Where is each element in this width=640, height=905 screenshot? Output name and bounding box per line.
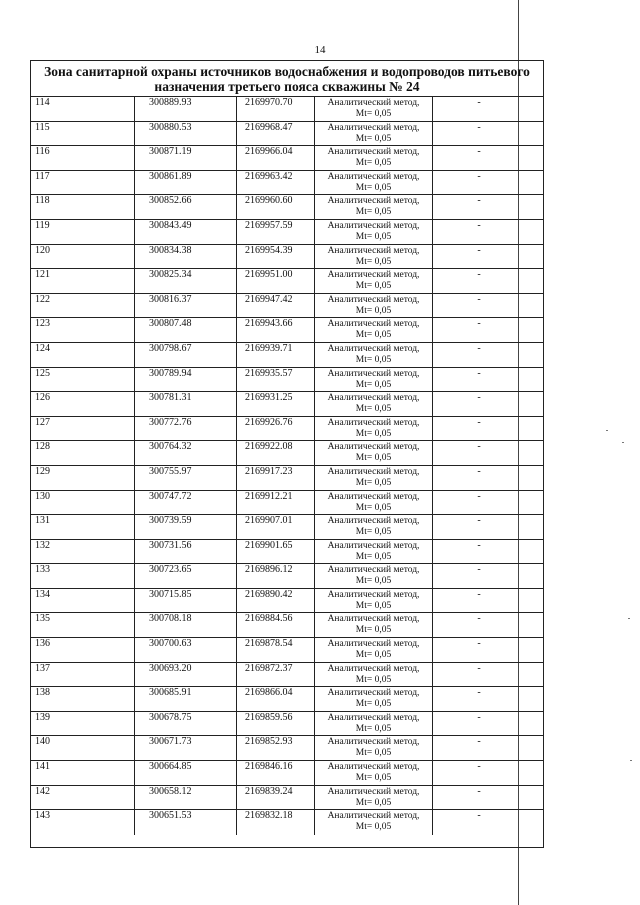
accuracy-label: Mt= 0,05 <box>355 133 392 144</box>
method-label: Аналитический метод, <box>327 516 420 527</box>
table-row <box>31 245 543 270</box>
method-cell <box>315 515 433 539</box>
y-coordinate-cell: 2169832.18 <box>237 810 315 835</box>
method-cell <box>315 663 433 687</box>
point-number-cell: 137 <box>31 663 135 687</box>
accuracy-label: Mt= 0,05 <box>355 404 392 415</box>
method-cell <box>315 392 433 416</box>
method-cell <box>315 564 433 588</box>
scan-speck <box>630 760 632 761</box>
method-cell <box>315 146 433 170</box>
description-cell: - <box>477 785 481 797</box>
accuracy-label: Mt= 0,05 <box>355 281 392 292</box>
table-row <box>31 736 543 761</box>
table-row <box>31 146 543 171</box>
point-number-cell: 141 <box>31 761 135 785</box>
y-coordinate-cell: 2169954.39 <box>237 245 315 269</box>
point-number-cell: 143 <box>31 810 135 835</box>
method-label: Аналитический метод, <box>327 811 420 822</box>
accuracy-label: Mt= 0,05 <box>355 305 392 316</box>
point-number-cell: 129 <box>31 466 135 490</box>
method-cell <box>315 368 433 392</box>
x-coordinate-cell: 300789.94 <box>135 368 237 392</box>
scan-speck <box>628 618 630 619</box>
table-row <box>31 663 543 688</box>
x-coordinate-cell: 300700.63 <box>135 638 237 662</box>
method-label: Аналитический метод, <box>327 368 420 379</box>
scan-speck <box>622 442 624 443</box>
x-coordinate-cell: 300651.53 <box>135 810 237 835</box>
description-cell: - <box>477 318 481 330</box>
y-coordinate-cell: 2169907.01 <box>237 515 315 539</box>
y-coordinate-cell: 2169926.76 <box>237 417 315 441</box>
description-cell: - <box>477 392 481 404</box>
description-cell: - <box>477 564 481 576</box>
accuracy-label: Mt= 0,05 <box>355 428 392 439</box>
accuracy-label: Mt= 0,05 <box>355 231 392 242</box>
point-number-cell: 122 <box>31 294 135 318</box>
accuracy-label: Mt= 0,05 <box>355 625 392 636</box>
y-coordinate-cell: 2169947.42 <box>237 294 315 318</box>
point-number-cell: 138 <box>31 687 135 711</box>
point-number-cell: 139 <box>31 712 135 736</box>
method-label: Аналитический метод, <box>327 245 420 256</box>
method-label: Аналитический метод, <box>327 589 420 600</box>
x-coordinate-cell: 300880.53 <box>135 122 237 146</box>
table-title <box>31 61 543 97</box>
table-row <box>31 589 543 614</box>
table-row <box>31 343 543 368</box>
y-coordinate-cell: 2169960.60 <box>237 195 315 219</box>
method-label: Аналитический метод, <box>327 491 420 502</box>
y-coordinate-cell: 2169963.42 <box>237 171 315 195</box>
point-number-cell: 132 <box>31 540 135 564</box>
accuracy-label: Mt= 0,05 <box>355 551 392 562</box>
y-coordinate-cell: 2169931.25 <box>237 392 315 416</box>
table-row <box>31 638 543 663</box>
description-cell: - <box>477 465 481 477</box>
y-coordinate-cell: 2169957.59 <box>237 220 315 244</box>
x-coordinate-cell: 300671.73 <box>135 736 237 760</box>
point-number-cell: 118 <box>31 195 135 219</box>
accuracy-label: Mt= 0,05 <box>355 723 392 734</box>
x-coordinate-cell: 300685.91 <box>135 687 237 711</box>
accuracy-label: Mt= 0,05 <box>355 674 392 685</box>
point-number-cell: 135 <box>31 613 135 637</box>
y-coordinate-cell: 2169884.56 <box>237 613 315 637</box>
method-cell <box>315 736 433 760</box>
y-coordinate-cell: 2169846.16 <box>237 761 315 785</box>
table-row <box>31 786 543 811</box>
table-row <box>31 171 543 196</box>
method-label: Аналитический метод, <box>327 786 420 797</box>
table-row <box>31 368 543 393</box>
method-label: Аналитический метод, <box>327 122 420 133</box>
point-number-cell: 131 <box>31 515 135 539</box>
y-coordinate-cell: 2169943.66 <box>237 318 315 342</box>
x-coordinate-cell: 300764.32 <box>135 441 237 465</box>
accuracy-label: Mt= 0,05 <box>355 158 392 169</box>
accuracy-label: Mt= 0,05 <box>355 330 392 341</box>
accuracy-label: Mt= 0,05 <box>355 773 392 784</box>
method-label: Аналитический метод, <box>327 220 420 231</box>
description-cell: - <box>477 711 481 723</box>
table-row <box>31 441 543 466</box>
method-cell <box>315 417 433 441</box>
table-row <box>31 392 543 417</box>
x-coordinate-cell: 300708.18 <box>135 613 237 637</box>
method-label: Аналитический метод, <box>327 466 420 477</box>
method-label: Аналитический метод, <box>327 762 420 773</box>
method-cell <box>315 171 433 195</box>
method-cell <box>315 343 433 367</box>
method-cell <box>315 540 433 564</box>
table-row <box>31 417 543 442</box>
x-coordinate-cell: 300739.59 <box>135 515 237 539</box>
point-number-cell: 115 <box>31 122 135 146</box>
y-coordinate-cell: 2169866.04 <box>237 687 315 711</box>
method-label: Аналитический метод, <box>327 171 420 182</box>
x-coordinate-cell: 300843.49 <box>135 220 237 244</box>
y-coordinate-cell: 2169935.57 <box>237 368 315 392</box>
x-coordinate-cell: 300664.85 <box>135 761 237 785</box>
table-row <box>31 687 543 712</box>
scan-speck <box>606 430 608 431</box>
coordinates-table <box>30 60 544 848</box>
accuracy-label: Mt= 0,05 <box>355 109 392 119</box>
table-row <box>31 613 543 638</box>
y-coordinate-cell: 2169859.56 <box>237 712 315 736</box>
description-cell: - <box>477 195 481 207</box>
method-label: Аналитический метод, <box>327 98 420 108</box>
point-number-cell: 116 <box>31 146 135 170</box>
x-coordinate-cell: 300889.93 <box>135 97 237 121</box>
y-coordinate-cell: 2169917.23 <box>237 466 315 490</box>
point-number-cell: 142 <box>31 786 135 810</box>
description-cell: - <box>477 121 481 133</box>
x-coordinate-cell: 300825.34 <box>135 269 237 293</box>
method-cell <box>315 786 433 810</box>
table-row <box>31 220 543 245</box>
description-cell: - <box>477 515 481 527</box>
table-row <box>31 294 543 319</box>
description-cell: - <box>477 441 481 453</box>
table-row <box>31 318 543 343</box>
x-coordinate-cell: 300871.19 <box>135 146 237 170</box>
method-cell <box>315 638 433 662</box>
description-cell: - <box>477 539 481 551</box>
accuracy-label: Mt= 0,05 <box>355 748 392 759</box>
table-row <box>31 97 543 122</box>
y-coordinate-cell: 2169901.65 <box>237 540 315 564</box>
method-cell <box>315 761 433 785</box>
accuracy-label: Mt= 0,05 <box>355 797 392 808</box>
method-label: Аналитический метод, <box>327 614 420 625</box>
description-cell: - <box>477 736 481 748</box>
y-coordinate-cell: 2169970.70 <box>237 97 315 121</box>
method-label: Аналитический метод, <box>327 294 420 305</box>
y-coordinate-cell: 2169890.42 <box>237 589 315 613</box>
page-number: 14 <box>314 44 326 56</box>
description-cell: - <box>477 342 481 354</box>
x-coordinate-cell: 300807.48 <box>135 318 237 342</box>
description-cell: - <box>477 269 481 281</box>
x-coordinate-cell: 300678.75 <box>135 712 237 736</box>
accuracy-label: Mt= 0,05 <box>355 576 392 587</box>
table-row <box>31 564 543 589</box>
method-cell <box>315 269 433 293</box>
table-row <box>31 712 543 737</box>
description-cell: - <box>477 761 481 773</box>
accuracy-label: Mt= 0,05 <box>355 207 392 218</box>
x-coordinate-cell: 300781.31 <box>135 392 237 416</box>
description-cell: - <box>477 588 481 600</box>
y-coordinate-cell: 2169939.71 <box>237 343 315 367</box>
table-row <box>31 491 543 516</box>
x-coordinate-cell: 300747.72 <box>135 491 237 515</box>
method-label: Аналитический метод, <box>327 147 420 158</box>
description-cell: - <box>477 146 481 158</box>
y-coordinate-cell: 2169839.24 <box>237 786 315 810</box>
table-row <box>31 515 543 540</box>
description-cell: - <box>477 170 481 182</box>
method-label: Аналитический метод, <box>327 639 420 650</box>
table-title-line-1: Зона санитарной охраны источников водоснабжения и водопроводов питьевого <box>44 64 530 79</box>
method-cell <box>315 613 433 637</box>
method-label: Аналитический метод, <box>327 663 420 674</box>
point-number-cell: 126 <box>31 392 135 416</box>
accuracy-label: Mt= 0,05 <box>355 650 392 661</box>
point-number-cell: 130 <box>31 491 135 515</box>
method-label: Аналитический метод, <box>327 270 420 281</box>
description-cell: - <box>477 613 481 625</box>
description-cell: - <box>477 687 481 699</box>
method-cell <box>315 220 433 244</box>
description-cell: - <box>477 97 481 108</box>
table-row <box>31 810 543 835</box>
accuracy-label: Mt= 0,05 <box>355 256 392 267</box>
table-title-line-2: назначения третьего пояса скважины № 24 <box>154 79 420 94</box>
method-label: Аналитический метод, <box>327 442 420 453</box>
method-cell <box>315 441 433 465</box>
point-number-cell: 117 <box>31 171 135 195</box>
y-coordinate-cell: 2169896.12 <box>237 564 315 588</box>
table-body <box>31 97 543 835</box>
method-label: Аналитический метод, <box>327 343 420 354</box>
method-cell <box>315 195 433 219</box>
x-coordinate-cell: 300715.85 <box>135 589 237 613</box>
accuracy-label: Mt= 0,05 <box>355 822 392 833</box>
point-number-cell: 121 <box>31 269 135 293</box>
point-number-cell: 133 <box>31 564 135 588</box>
method-label: Аналитический метод, <box>327 417 420 428</box>
y-coordinate-cell: 2169872.37 <box>237 663 315 687</box>
table-row <box>31 540 543 565</box>
method-label: Аналитический метод, <box>327 565 420 576</box>
description-cell: - <box>477 416 481 428</box>
accuracy-label: Mt= 0,05 <box>355 527 392 538</box>
method-cell <box>315 491 433 515</box>
description-cell: - <box>477 662 481 674</box>
x-coordinate-cell: 300798.67 <box>135 343 237 367</box>
y-coordinate-cell: 2169852.93 <box>237 736 315 760</box>
accuracy-label: Mt= 0,05 <box>355 600 392 611</box>
method-label: Аналитический метод, <box>327 737 420 748</box>
accuracy-label: Mt= 0,05 <box>355 699 392 710</box>
description-cell: - <box>477 293 481 305</box>
accuracy-label: Mt= 0,05 <box>355 453 392 464</box>
accuracy-label: Mt= 0,05 <box>355 379 392 390</box>
point-number-cell: 124 <box>31 343 135 367</box>
method-cell <box>315 294 433 318</box>
method-label: Аналитический метод, <box>327 196 420 207</box>
table-row <box>31 466 543 491</box>
table-row <box>31 761 543 786</box>
x-coordinate-cell: 300834.38 <box>135 245 237 269</box>
x-coordinate-cell: 300658.12 <box>135 786 237 810</box>
method-label: Аналитический метод, <box>327 393 420 404</box>
x-coordinate-cell: 300693.20 <box>135 663 237 687</box>
method-cell <box>315 97 433 121</box>
method-cell <box>315 245 433 269</box>
x-coordinate-cell: 300852.66 <box>135 195 237 219</box>
method-cell <box>315 810 433 835</box>
accuracy-label: Mt= 0,05 <box>355 502 392 513</box>
table-row <box>31 269 543 294</box>
y-coordinate-cell: 2169878.54 <box>237 638 315 662</box>
method-label: Аналитический метод, <box>327 712 420 723</box>
x-coordinate-cell: 300861.89 <box>135 171 237 195</box>
table-row <box>31 122 543 147</box>
description-cell: - <box>477 810 481 822</box>
point-number-cell: 123 <box>31 318 135 342</box>
description-cell: - <box>477 490 481 502</box>
y-coordinate-cell: 2169912.21 <box>237 491 315 515</box>
x-coordinate-cell: 300816.37 <box>135 294 237 318</box>
x-coordinate-cell: 300755.97 <box>135 466 237 490</box>
y-coordinate-cell: 2169951.00 <box>237 269 315 293</box>
method-cell <box>315 687 433 711</box>
y-coordinate-cell: 2169922.08 <box>237 441 315 465</box>
point-number-cell: 125 <box>31 368 135 392</box>
y-coordinate-cell: 2169968.47 <box>237 122 315 146</box>
point-number-cell: 120 <box>31 245 135 269</box>
point-number-cell: 128 <box>31 441 135 465</box>
method-cell <box>315 712 433 736</box>
y-coordinate-cell: 2169966.04 <box>237 146 315 170</box>
point-number-cell: 114 <box>31 97 135 121</box>
x-coordinate-cell: 300731.56 <box>135 540 237 564</box>
x-coordinate-cell: 300772.76 <box>135 417 237 441</box>
description-cell: - <box>477 244 481 256</box>
description-cell: - <box>477 638 481 650</box>
point-number-cell: 134 <box>31 589 135 613</box>
x-coordinate-cell: 300723.65 <box>135 564 237 588</box>
method-cell <box>315 589 433 613</box>
method-cell <box>315 122 433 146</box>
method-label: Аналитический метод, <box>327 688 420 699</box>
description-cell: - <box>477 367 481 379</box>
method-label: Аналитический метод, <box>327 319 420 330</box>
method-label: Аналитический метод, <box>327 540 420 551</box>
method-cell <box>315 318 433 342</box>
point-number-cell: 119 <box>31 220 135 244</box>
table-row <box>31 195 543 220</box>
point-number-cell: 127 <box>31 417 135 441</box>
accuracy-label: Mt= 0,05 <box>355 354 392 365</box>
accuracy-label: Mt= 0,05 <box>355 477 392 488</box>
point-number-cell: 140 <box>31 736 135 760</box>
description-cell: - <box>477 219 481 231</box>
point-number-cell: 136 <box>31 638 135 662</box>
method-cell <box>315 466 433 490</box>
accuracy-label: Mt= 0,05 <box>355 182 392 193</box>
